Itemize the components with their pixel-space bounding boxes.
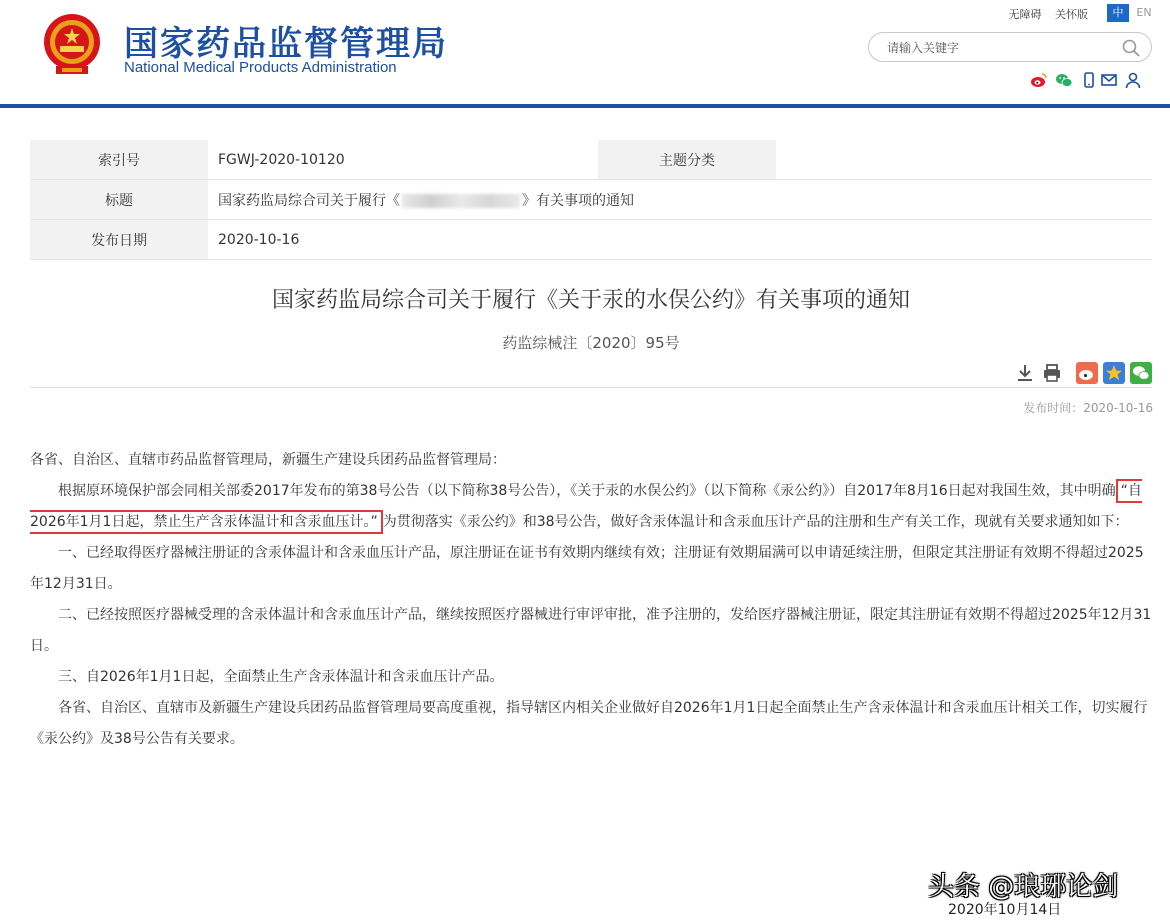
national-emblem-icon[interactable] xyxy=(38,10,106,78)
watermark-text: 头条 @琅琊论剑 xyxy=(928,872,1119,902)
document-number: 药监综械注〔2020〕95号 xyxy=(502,334,680,352)
date-value: 2020-10-16 xyxy=(208,220,1152,260)
header-divider xyxy=(0,104,1170,108)
lang-en-button[interactable]: EN xyxy=(1133,4,1155,22)
print-icon[interactable] xyxy=(1041,362,1063,384)
search-input[interactable] xyxy=(885,37,1119,59)
weibo-icon[interactable] xyxy=(1030,71,1048,89)
accessibility-link[interactable]: 无障碍 xyxy=(1008,8,1042,21)
publish-time: 发布时间：2020-10-16 xyxy=(1023,401,1153,415)
article-body xyxy=(30,445,1152,755)
title-divider xyxy=(30,387,1152,388)
paragraph-3: 二、已经按照医疗器械受理的含汞体温计和含汞血压计产品，继续按照医疗器械进行审评审批，准予注册的，发给医疗器械注册证，限定其注册证有效期不得超过2025年12月31日。 xyxy=(30,607,1152,654)
index-value: FGWJ-2020-10120 xyxy=(208,140,598,180)
wechat-icon[interactable] xyxy=(1055,71,1073,89)
table-row xyxy=(30,180,1152,220)
site-name-cn[interactable]: 国家药品监督管理局 xyxy=(124,24,448,64)
document-title: 国家药监局综合司关于履行《关于汞的水俣公约》有关事项的通知 xyxy=(271,288,910,313)
title-suffix: 》有关事项的通知 xyxy=(522,192,634,209)
search-icon[interactable] xyxy=(1121,38,1141,58)
paragraph-4: 三、自2026年1月1日起，全面禁止生产含汞体温计和含汞血压计产品。 xyxy=(58,669,504,685)
site-header xyxy=(0,0,1170,110)
blurred-text xyxy=(402,194,520,208)
search-box xyxy=(868,32,1152,62)
paragraph-1 xyxy=(30,476,1152,538)
lang-cn-button[interactable]: 中 xyxy=(1107,4,1129,22)
mobile-icon[interactable] xyxy=(1080,71,1098,89)
site-name-en: National Medical Products Administration xyxy=(124,59,397,76)
document-meta-table xyxy=(30,140,1152,260)
paragraph-1-part-b: 为贯彻落实《汞公约》和38号公告，做好含汞体温计和含汞血压计产品的注册和生产有关工作，现就有关要求通知如下： xyxy=(382,514,1129,530)
table-row xyxy=(30,140,1152,180)
title-prefix: 国家药监局综合司关于履行《 xyxy=(218,192,400,209)
star-share-icon[interactable] xyxy=(1103,362,1125,384)
title-label: 标题 xyxy=(30,180,208,220)
footer-date: 2020年10月14日 xyxy=(948,902,1062,918)
download-icon[interactable] xyxy=(1014,362,1036,384)
date-label: 发布日期 xyxy=(30,220,208,260)
top-links xyxy=(999,6,1089,22)
title-value xyxy=(208,180,1152,220)
care-mode-link[interactable]: 关怀版 xyxy=(1055,8,1088,21)
user-icon[interactable] xyxy=(1124,71,1142,89)
table-row xyxy=(30,220,1152,260)
category-label: 主题分类 xyxy=(598,140,776,180)
greeting-paragraph: 各省、自治区、直辖市药品监督管理局，新疆生产建设兵团药品监督管理局： xyxy=(30,452,506,468)
paragraph-2: 一、已经取得医疗器械注册证的含汞体温计和含汞血压计产品，原注册证在证书有效期内继续有效；注册证有效期届满可以申请延续注册，但限定其注册证有效期不得超过2025年12月31日。 xyxy=(30,545,1144,592)
category-value xyxy=(776,140,1152,180)
wechat-share-icon[interactable] xyxy=(1130,362,1152,384)
paragraph-1-part-a: 根据原环境保护部会同相关部委2017年发布的第38号公告（以下简称38号公告），《关于汞的水俣公约》（以下简称《汞公约》）自2017年8月16日起对我国生效，其中明确 xyxy=(58,483,1116,499)
mail-icon[interactable] xyxy=(1100,71,1118,89)
paragraph-5: 各省、自治区、直辖市及新疆生产建设兵团药品监督管理局要高度重视，指导辖区内相关企业做好自2026年1月1日起全面禁止生产含汞体温计和含汞血压计相关工作，切实履行《汞公约》及38号公告有关要求。 xyxy=(30,700,1148,747)
highlighted-quote: “自2026年1月1日起，禁止生产含汞体温计和含汞血压计。” xyxy=(30,479,1142,534)
index-label: 索引号 xyxy=(30,140,208,180)
weibo-share-icon[interactable] xyxy=(1076,362,1098,384)
